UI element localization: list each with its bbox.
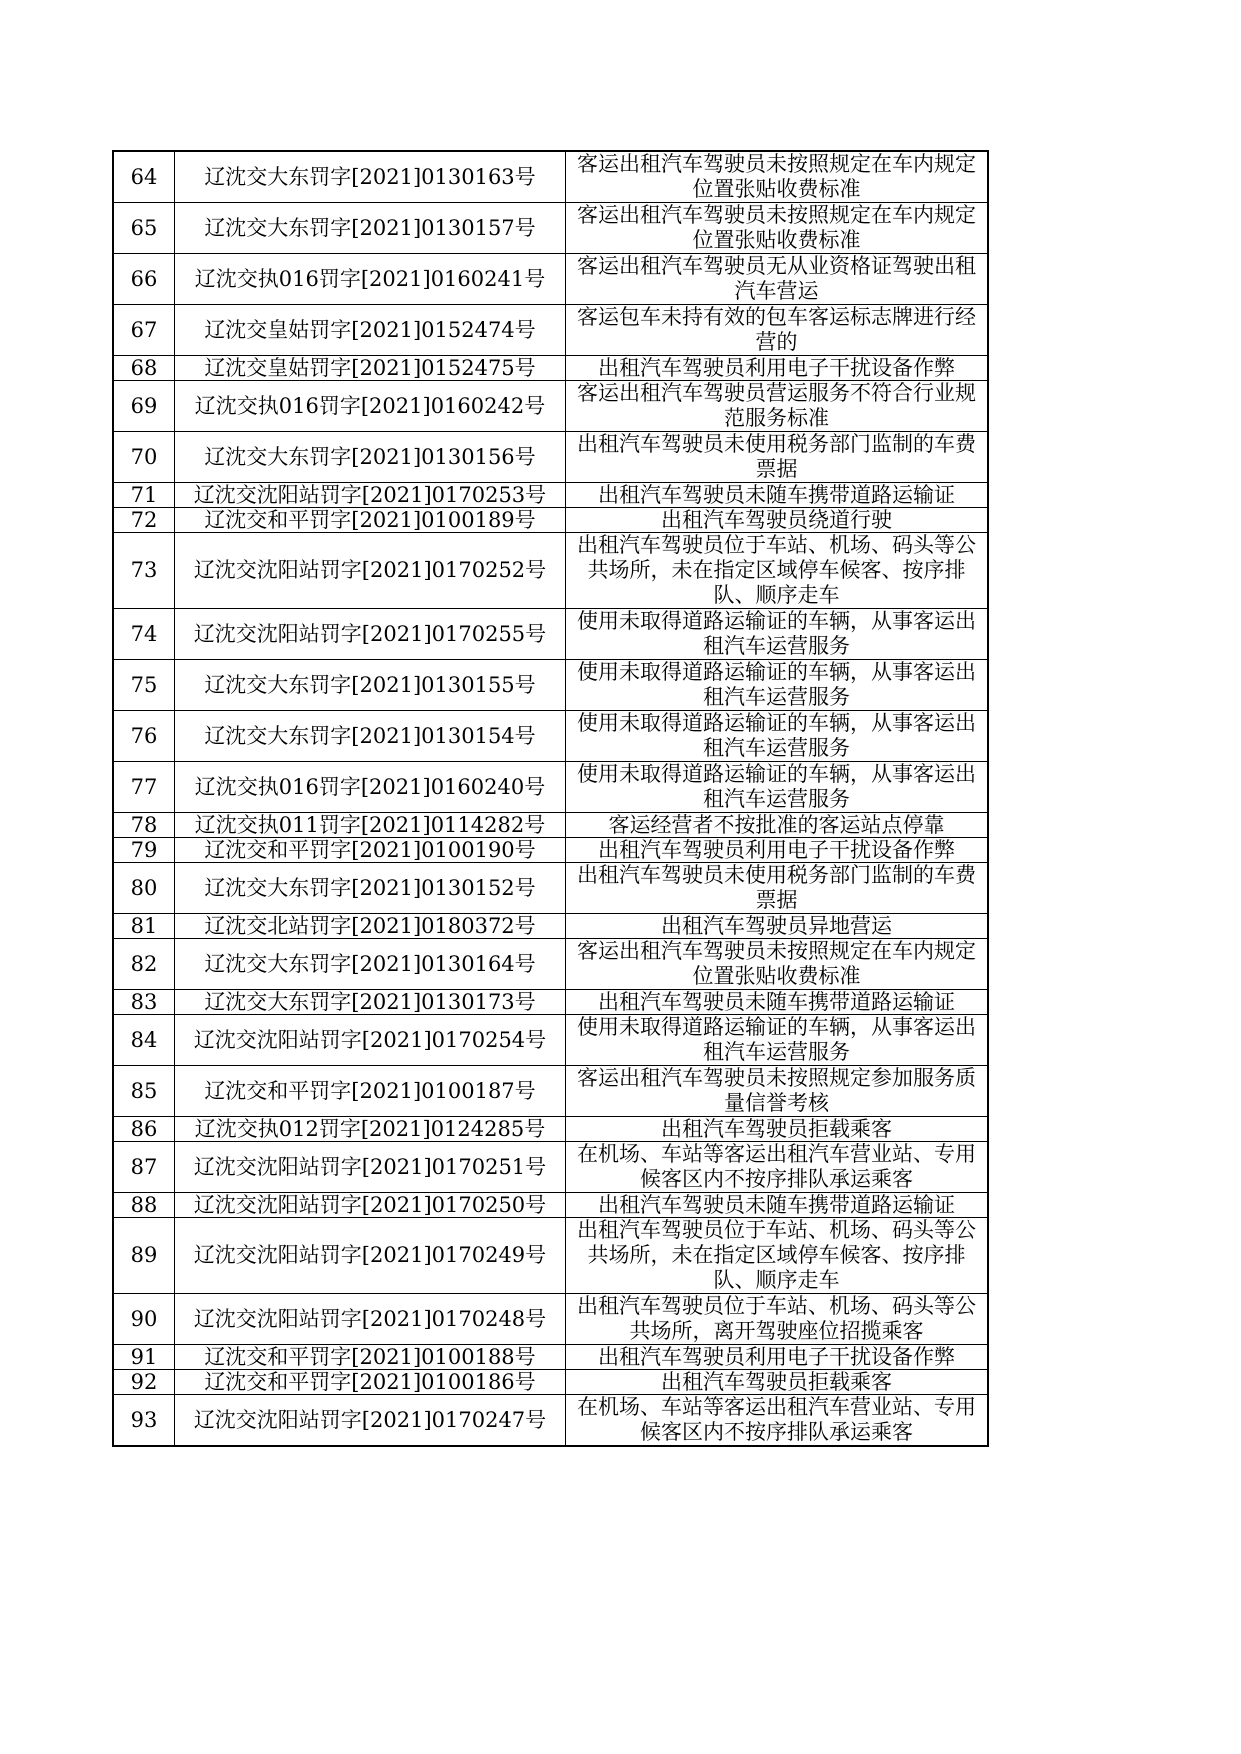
violation-reason: 客运包车未持有效的包车客运标志牌进行经营的 xyxy=(566,305,989,356)
violation-reason: 出租汽车驾驶员异地营运 xyxy=(566,914,989,939)
row-number: 88 xyxy=(113,1193,175,1218)
document-number: 辽沈交皇姑罚字[2021]0152474号 xyxy=(175,305,566,356)
violation-reason: 使用未取得道路运输证的车辆，从事客运出租汽车运营服务 xyxy=(566,1015,989,1066)
table-row xyxy=(113,1066,988,1117)
violation-reason: 客运出租汽车驾驶员无从业资格证驾驶出租汽车营运 xyxy=(566,254,989,305)
row-number: 89 xyxy=(113,1218,175,1294)
table-row xyxy=(113,1117,988,1142)
document-number: 辽沈交皇姑罚字[2021]0152475号 xyxy=(175,356,566,381)
violation-reason: 出租汽车驾驶员位于车站、机场、码头等公共场所，未在指定区域停车候客、按序排队、顺序走车 xyxy=(566,1218,989,1294)
document-number: 辽沈交大东罚字[2021]0130173号 xyxy=(175,990,566,1015)
table-row xyxy=(113,1015,988,1066)
row-number: 79 xyxy=(113,838,175,863)
violation-reason: 客运出租汽车驾驶员营运服务不符合行业规范服务标准 xyxy=(566,381,989,432)
row-number: 71 xyxy=(113,483,175,508)
document-number: 辽沈交沈阳站罚字[2021]0170253号 xyxy=(175,483,566,508)
violation-reason: 使用未取得道路运输证的车辆，从事客运出租汽车运营服务 xyxy=(566,609,989,660)
violation-reason: 出租汽车驾驶员未使用税务部门监制的车费票据 xyxy=(566,432,989,483)
document-number: 辽沈交大东罚字[2021]0130164号 xyxy=(175,939,566,990)
violation-reason: 出租汽车驾驶员拒载乘客 xyxy=(566,1117,989,1142)
violation-reason: 客运出租汽车驾驶员未按照规定在车内规定位置张贴收费标准 xyxy=(566,203,989,254)
document-number: 辽沈交执011罚字[2021]0114282号 xyxy=(175,813,566,838)
row-number: 85 xyxy=(113,1066,175,1117)
document-number: 辽沈交沈阳站罚字[2021]0170248号 xyxy=(175,1294,566,1345)
document-number: 辽沈交沈阳站罚字[2021]0170250号 xyxy=(175,1193,566,1218)
table-row xyxy=(113,254,988,305)
table-row xyxy=(113,914,988,939)
table-row xyxy=(113,863,988,914)
violation-reason: 出租汽车驾驶员拒载乘客 xyxy=(566,1370,989,1395)
violation-reason: 客运经营者不按批准的客运站点停靠 xyxy=(566,813,989,838)
table-row xyxy=(113,356,988,381)
document-number: 辽沈交和平罚字[2021]0100189号 xyxy=(175,508,566,533)
table-row xyxy=(113,381,988,432)
document-number: 辽沈交沈阳站罚字[2021]0170252号 xyxy=(175,533,566,609)
table-row xyxy=(113,151,988,203)
penalty-table-sheet xyxy=(112,150,977,1447)
row-number: 92 xyxy=(113,1370,175,1395)
document-number: 辽沈交大东罚字[2021]0130156号 xyxy=(175,432,566,483)
row-number: 77 xyxy=(113,762,175,813)
table-row xyxy=(113,432,988,483)
table-row xyxy=(113,660,988,711)
row-number: 93 xyxy=(113,1395,175,1447)
violation-reason: 出租汽车驾驶员绕道行驶 xyxy=(566,508,989,533)
violation-reason: 出租汽车驾驶员未随车携带道路运输证 xyxy=(566,483,989,508)
table-row xyxy=(113,483,988,508)
document-number: 辽沈交和平罚字[2021]0100188号 xyxy=(175,1345,566,1370)
table-row xyxy=(113,813,988,838)
table-row xyxy=(113,1395,988,1447)
violation-reason: 出租汽车驾驶员未随车携带道路运输证 xyxy=(566,990,989,1015)
row-number: 82 xyxy=(113,939,175,990)
document-number: 辽沈交执016罚字[2021]0160242号 xyxy=(175,381,566,432)
violation-reason: 出租汽车驾驶员利用电子干扰设备作弊 xyxy=(566,356,989,381)
table-row xyxy=(113,1370,988,1395)
document-number: 辽沈交沈阳站罚字[2021]0170254号 xyxy=(175,1015,566,1066)
row-number: 78 xyxy=(113,813,175,838)
document-number: 辽沈交执016罚字[2021]0160241号 xyxy=(175,254,566,305)
document-number: 辽沈交和平罚字[2021]0100186号 xyxy=(175,1370,566,1395)
violation-reason: 出租汽车驾驶员利用电子干扰设备作弊 xyxy=(566,838,989,863)
document-number: 辽沈交沈阳站罚字[2021]0170247号 xyxy=(175,1395,566,1447)
row-number: 74 xyxy=(113,609,175,660)
document-number: 辽沈交大东罚字[2021]0130155号 xyxy=(175,660,566,711)
row-number: 90 xyxy=(113,1294,175,1345)
violation-reason: 客运出租汽车驾驶员未按照规定在车内规定位置张贴收费标准 xyxy=(566,939,989,990)
violation-reason: 使用未取得道路运输证的车辆，从事客运出租汽车运营服务 xyxy=(566,660,989,711)
table-row xyxy=(113,1345,988,1370)
table-row xyxy=(113,838,988,863)
document-number: 辽沈交大东罚字[2021]0130157号 xyxy=(175,203,566,254)
table-row xyxy=(113,762,988,813)
penalty-table xyxy=(112,150,989,1447)
row-number: 84 xyxy=(113,1015,175,1066)
table-row xyxy=(113,203,988,254)
row-number: 73 xyxy=(113,533,175,609)
table-row xyxy=(113,1294,988,1345)
document-number: 辽沈交和平罚字[2021]0100187号 xyxy=(175,1066,566,1117)
table-row xyxy=(113,1218,988,1294)
row-number: 67 xyxy=(113,305,175,356)
document-number: 辽沈交大东罚字[2021]0130163号 xyxy=(175,151,566,203)
document-number: 辽沈交沈阳站罚字[2021]0170251号 xyxy=(175,1142,566,1193)
row-number: 76 xyxy=(113,711,175,762)
row-number: 70 xyxy=(113,432,175,483)
row-number: 83 xyxy=(113,990,175,1015)
document-number: 辽沈交北站罚字[2021]0180372号 xyxy=(175,914,566,939)
violation-reason: 出租汽车驾驶员位于车站、机场、码头等公共场所，离开驾驶座位招揽乘客 xyxy=(566,1294,989,1345)
violation-reason: 出租汽车驾驶员未使用税务部门监制的车费票据 xyxy=(566,863,989,914)
row-number: 72 xyxy=(113,508,175,533)
violation-reason: 在机场、车站等客运出租汽车营业站、专用候客区内不按序排队承运乘客 xyxy=(566,1395,989,1447)
table-row xyxy=(113,1142,988,1193)
penalty-table-body xyxy=(113,151,988,1446)
table-row xyxy=(113,305,988,356)
row-number: 80 xyxy=(113,863,175,914)
violation-reason: 客运出租汽车驾驶员未按照规定在车内规定位置张贴收费标准 xyxy=(566,151,989,203)
table-row xyxy=(113,711,988,762)
document-number: 辽沈交执016罚字[2021]0160240号 xyxy=(175,762,566,813)
violation-reason: 使用未取得道路运输证的车辆，从事客运出租汽车运营服务 xyxy=(566,711,989,762)
row-number: 64 xyxy=(113,151,175,203)
document-number: 辽沈交沈阳站罚字[2021]0170249号 xyxy=(175,1218,566,1294)
document-number: 辽沈交沈阳站罚字[2021]0170255号 xyxy=(175,609,566,660)
table-row xyxy=(113,939,988,990)
violation-reason: 出租汽车驾驶员未随车携带道路运输证 xyxy=(566,1193,989,1218)
table-row xyxy=(113,533,988,609)
violation-reason: 在机场、车站等客运出租汽车营业站、专用候客区内不按序排队承运乘客 xyxy=(566,1142,989,1193)
violation-reason: 出租汽车驾驶员位于车站、机场、码头等公共场所，未在指定区域停车候客、按序排队、顺序走车 xyxy=(566,533,989,609)
document-number: 辽沈交大东罚字[2021]0130152号 xyxy=(175,863,566,914)
row-number: 66 xyxy=(113,254,175,305)
row-number: 69 xyxy=(113,381,175,432)
violation-reason: 客运出租汽车驾驶员未按照规定参加服务质量信誉考核 xyxy=(566,1066,989,1117)
document-number: 辽沈交执012罚字[2021]0124285号 xyxy=(175,1117,566,1142)
row-number: 91 xyxy=(113,1345,175,1370)
table-row xyxy=(113,1193,988,1218)
table-row xyxy=(113,990,988,1015)
document-number: 辽沈交大东罚字[2021]0130154号 xyxy=(175,711,566,762)
row-number: 68 xyxy=(113,356,175,381)
document-number: 辽沈交和平罚字[2021]0100190号 xyxy=(175,838,566,863)
row-number: 86 xyxy=(113,1117,175,1142)
table-row xyxy=(113,609,988,660)
row-number: 81 xyxy=(113,914,175,939)
row-number: 87 xyxy=(113,1142,175,1193)
row-number: 65 xyxy=(113,203,175,254)
row-number: 75 xyxy=(113,660,175,711)
table-row xyxy=(113,508,988,533)
violation-reason: 出租汽车驾驶员利用电子干扰设备作弊 xyxy=(566,1345,989,1370)
violation-reason: 使用未取得道路运输证的车辆，从事客运出租汽车运营服务 xyxy=(566,762,989,813)
